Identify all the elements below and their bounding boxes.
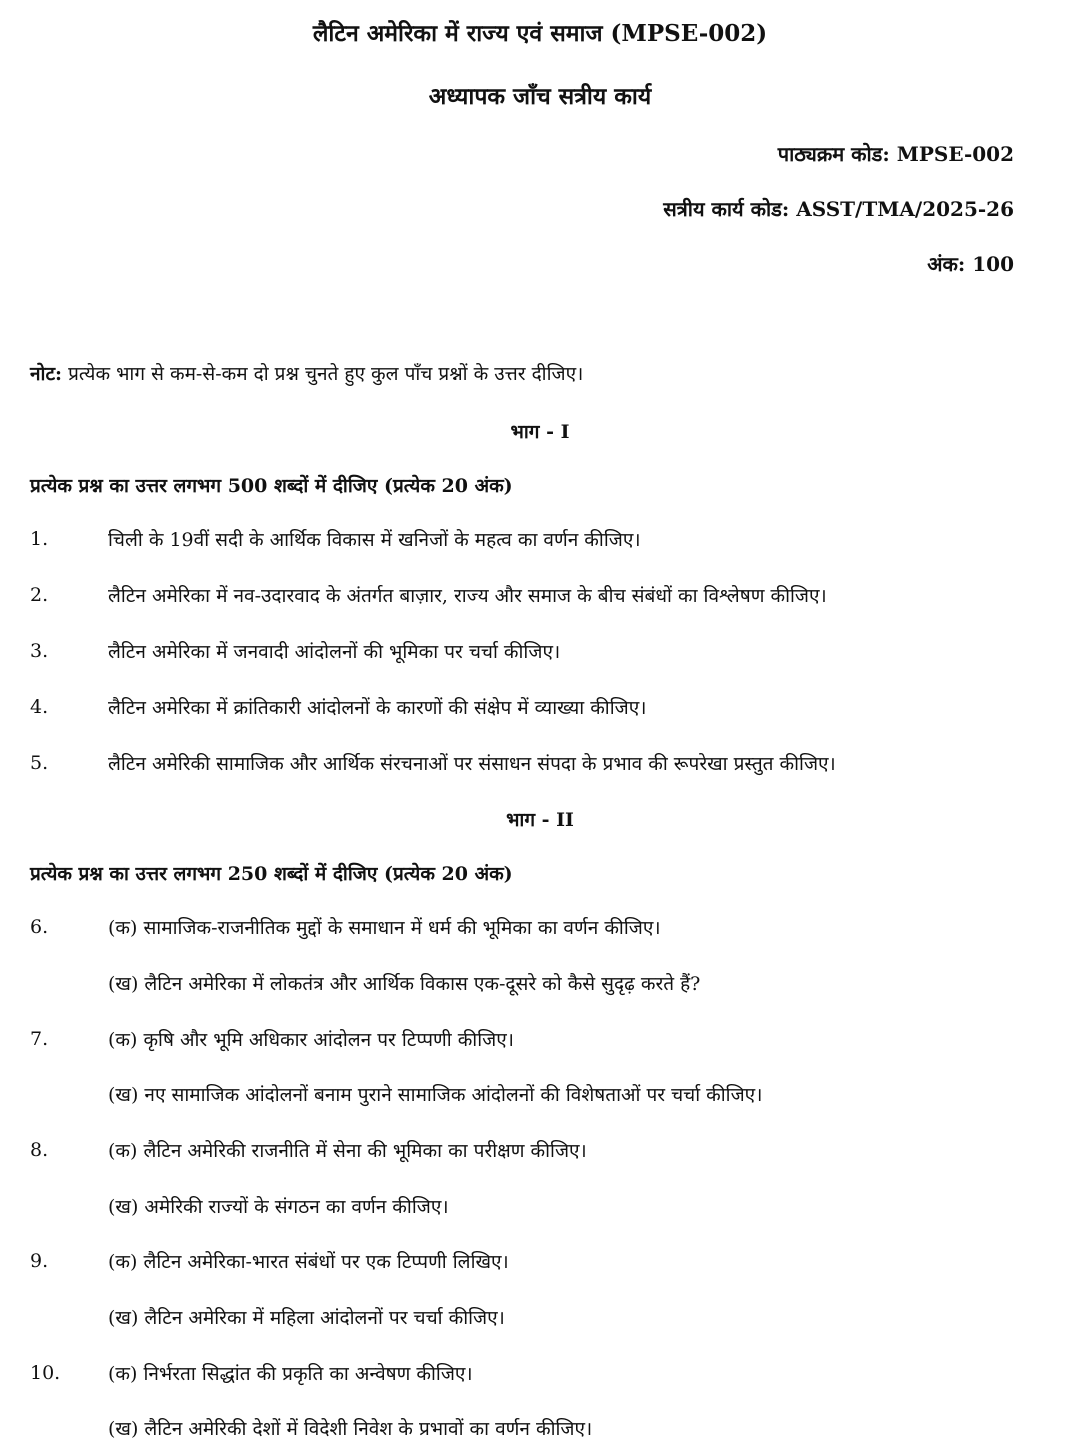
question-text: लैटिन अमेरिका में क्रांतिकारी आंदोलनों के कारणों की संक्षेप में व्याख्या कीजिए। — [108, 697, 647, 719]
question-part-a: (क) कृषि और भूमि अधिकार आंदोलन पर टिप्पणी कीजिए। — [108, 1029, 514, 1051]
part-2-instruction: प्रत्येक प्रश्न का उत्तर लगभग 250 शब्दों में दीजिए (प्रत्येक 20 अंक) — [30, 863, 513, 885]
question-part-a: (क) निर्भरता सिद्धांत की प्रकृति का अन्वेषण कीजिए। — [108, 1363, 473, 1385]
question-number: 4. — [30, 696, 49, 718]
question-number: 3. — [30, 640, 49, 662]
question-part-b: (ख) अमेरिकी राज्यों के संगठन का वर्णन कीजिए। — [108, 1196, 449, 1218]
part-2-heading: भाग - II — [506, 809, 574, 831]
question-number: 7. — [30, 1028, 49, 1050]
question-text: लैटिन अमेरिका में नव-उदारवाद के अंतर्गत बाज़ार, राज्य और समाज के बीच संबंधों का विश्लेषण कीजिए। — [108, 585, 827, 607]
question-number: 2. — [30, 584, 49, 606]
document-title: लैटिन अमेरिका में राज्य एवं समाज (MPSE-002) — [312, 20, 768, 47]
document-subtitle: अध्यापक जाँच सत्रीय कार्य — [428, 83, 652, 110]
note — [30, 360, 583, 386]
question-number: 5. — [30, 752, 49, 774]
question-number: 9. — [30, 1250, 49, 1272]
assignment-code: सत्रीय कार्य कोड: ASST/TMA/2025-26 — [663, 197, 1014, 221]
note-label: नोट: — [30, 363, 63, 385]
question-part-a: (क) लैटिन अमेरिकी राजनीति में सेना की भूमिका का परीक्षण कीजिए। — [108, 1140, 587, 1162]
question-part-a: (क) लैटिन अमेरिका-भारत संबंधों पर एक टिप्पणी लिखिए। — [108, 1251, 509, 1273]
question-text: लैटिन अमेरिका में जनवादी आंदोलनों की भूमिका पर चर्चा कीजिए। — [108, 641, 561, 663]
question-part-b: (ख) लैटिन अमेरिकी देशों में विदेशी निवेश के प्रभावों का वर्णन कीजिए। — [108, 1418, 593, 1440]
question-part-b: (ख) लैटिन अमेरिका में लोकतंत्र और आर्थिक विकास एक-दूसरे को कैसे सुदृढ़ करते हैं? — [108, 973, 701, 995]
question-part-a: (क) सामाजिक-राजनीतिक मुद्दों के समाधान में धर्म की भूमिका का वर्णन कीजिए। — [108, 917, 661, 939]
note-text: प्रत्येक भाग से कम-से-कम दो प्रश्न चुनते हुए कुल पाँच प्रश्नों के उत्तर दीजिए। — [62, 363, 584, 385]
question-part-b: (ख) लैटिन अमेरिका में महिला आंदोलनों पर चर्चा कीजिए। — [108, 1307, 505, 1329]
part-1-heading: भाग - I — [510, 421, 570, 443]
total-marks: अंक: 100 — [927, 252, 1014, 276]
question-number: 6. — [30, 916, 49, 938]
question-number: 10. — [30, 1362, 61, 1384]
question-text: लैटिन अमेरिकी सामाजिक और आर्थिक संरचनाओं पर संसाधन संपदा के प्रभाव की रूपरेखा प्रस्तुत कीजिए। — [108, 753, 836, 775]
question-number: 8. — [30, 1139, 49, 1161]
question-text: चिली के 19वीं सदी के आर्थिक विकास में खनिजों के महत्व का वर्णन कीजिए। — [108, 529, 641, 551]
course-code: पाठ्यक्रम कोड: MPSE-002 — [777, 142, 1014, 166]
question-part-b: (ख) नए सामाजिक आंदोलनों बनाम पुराने सामाजिक आंदोलनों की विशेषताओं पर चर्चा कीजिए। — [108, 1084, 763, 1106]
part-1-instruction: प्रत्येक प्रश्न का उत्तर लगभग 500 शब्दों में दीजिए (प्रत्येक 20 अंक) — [30, 475, 513, 497]
question-number: 1. — [30, 528, 49, 550]
